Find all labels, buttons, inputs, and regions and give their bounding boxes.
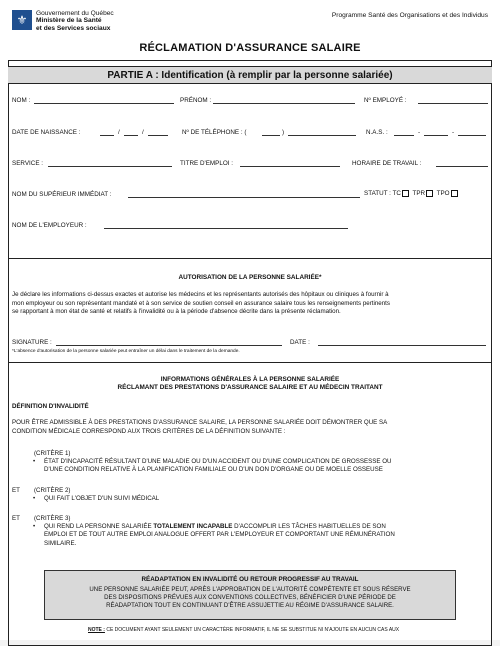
divider-2 xyxy=(8,362,492,363)
tpr-label: TPR xyxy=(412,190,426,198)
definition-title: DÉFINITION D'INVALIDITÉ xyxy=(12,403,89,410)
quebec-flag-logo xyxy=(12,10,32,30)
employeur-label: NOM DE L'EMPLOYEUR : xyxy=(12,222,87,229)
date-label: DATE : xyxy=(290,339,310,346)
gov-line-1: Gouvernement du Québec xyxy=(36,10,114,17)
nas-sep-2: - xyxy=(452,129,455,136)
autorisation-line-3: se rapportant à mon état de santé et relatifs à l'invalidité ou à la période d'absence décrite dans la présente réclamation. xyxy=(12,308,341,316)
readaptation-text xyxy=(45,586,455,610)
superieur-label: NOM DU SUPÉRIEUR IMMÉDIAT : xyxy=(12,191,112,198)
note-body: CE DOCUMENT AYANT SEULEMENT UN CARACTÈRE INFORMATIF, IL NE SE SUBSTITUE NI N'AJOUTE EN AUCUN CAS AUX xyxy=(106,627,400,633)
telephone-field[interactable] xyxy=(288,135,356,136)
critere-3-part-c: D'ACCOMPLIR LES TÂCHES HABITUELLES DE SON xyxy=(234,523,386,530)
statut-label: STATUT : xyxy=(364,190,391,198)
infos-title-1: INFORMATIONS GÉNÉRALES À LA PERSONNE SALARIÉE xyxy=(160,376,340,383)
employeur-field[interactable] xyxy=(104,228,348,229)
autorisation-footnote: *L'absence d'autorisation de la personne salariée peut entraîner un délai dans le traitement de la demande. xyxy=(12,349,240,354)
titre-label: TITRE D'EMPLOI : xyxy=(180,160,233,167)
employe-label: Nº EMPLOYÉ : xyxy=(364,97,407,104)
bullet-3-icon: • xyxy=(33,523,36,530)
signature-field[interactable] xyxy=(56,345,282,346)
horaire-label: HORAIRE DE TRAVAIL : xyxy=(352,160,422,167)
fleur-de-lis-icon: ⚜ xyxy=(16,13,28,27)
naissance-day-field[interactable] xyxy=(100,135,114,136)
document-title: RÉCLAMATION D'ASSURANCE SALAIRE xyxy=(139,42,361,54)
signature-label: SIGNATURE : xyxy=(12,339,52,346)
nas-field-3[interactable] xyxy=(458,135,486,136)
gov-line-3: et des Services sociaux xyxy=(36,24,111,32)
autorisation-text xyxy=(12,291,488,317)
intro-line-2: CONDITION MÉDICALE CORRESPOND AUX TROIS CRITÈRES DE LA DÉFINITION SUIVANTE : xyxy=(12,427,286,435)
critere-1-label: (CRITÈRE 1) xyxy=(34,450,71,457)
statut-group xyxy=(364,190,458,197)
critere-3-line-3: SIMILAIRE. xyxy=(44,539,77,547)
definition-intro xyxy=(12,419,488,436)
readaptation-line-2: DES DISPOSITIONS PRÉVUES AUX CONVENTIONS COLLECTIVES, BÉNÉFICIER D'UNE PÉRIODE DE xyxy=(104,594,396,601)
prenom-label: PRÉNOM : xyxy=(180,97,212,104)
autorisation-title: AUTORISATION DE LA PERSONNE SALARIÉE* xyxy=(178,274,322,281)
date-field[interactable] xyxy=(318,345,486,346)
bullet-2-icon: • xyxy=(33,495,36,502)
et-2: ET xyxy=(12,515,20,522)
autorisation-line-1: Je déclare les informations ci-dessus exactes et autorise les médecins et les représentants autorisés des hôpitaux ou cliniques à fournir à xyxy=(12,291,389,298)
telephone-label: Nº DE TÉLÉPHONE : ( xyxy=(182,129,247,136)
titre-field[interactable] xyxy=(240,166,340,167)
nom-label: NOM : xyxy=(12,97,31,104)
critere-3-part-a: QUI REND LA PERSONNE SALARIÉE xyxy=(44,523,152,530)
critere-2-line-1: QUI FAIT L'OBJET D'UN SUIVI MÉDICAL xyxy=(44,495,160,502)
readaptation-line-3: RÉADAPTATION TOUT EN CONTINUANT D'ÊTRE ASSUJETTIE AU RÉGIME D'ASSURANCE SALAIRE. xyxy=(106,602,394,609)
prenom-field[interactable] xyxy=(213,103,355,104)
naissance-label: DATE DE NAISSANCE : xyxy=(12,129,81,136)
program-name: Programme Santé des Organisations et des Individus xyxy=(331,12,488,19)
critere-1-text xyxy=(44,458,490,475)
naissance-month-field[interactable] xyxy=(124,135,138,136)
note-text xyxy=(88,627,468,634)
critere-3-label: (CRITÈRE 3) xyxy=(34,515,71,522)
tpr-checkbox[interactable] xyxy=(426,190,433,197)
readaptation-box xyxy=(44,570,456,620)
naissance-sep-2: / xyxy=(142,129,144,136)
critere-3-emphasis: TOTALEMENT INCAPABLE xyxy=(153,523,233,530)
critere-3-text xyxy=(44,523,490,548)
telephone-close: ) xyxy=(282,129,285,136)
critere-1-line-1: ÉTAT D'INCAPACITÉ RÉSULTANT D'UNE MALADIE OU D'UN ACCIDENT OU D'UNE COMPLICATION DE GROSSESSE OU xyxy=(44,458,392,465)
nas-field-1[interactable] xyxy=(394,135,414,136)
bullet-1-icon: • xyxy=(33,458,36,465)
service-field[interactable] xyxy=(48,166,172,167)
critere-1-line-2: D'UNE CONDITION RELATIVE À LA PLANIFICATION FAMILIALE OU D'UN DON D'ORGANE OU DE MOELLE OSSEUSE xyxy=(44,466,383,474)
gov-line-2: Ministère de la Santé xyxy=(36,17,102,25)
divider-1 xyxy=(8,258,492,259)
horaire-field[interactable] xyxy=(436,166,488,167)
readaptation-title: RÉADAPTATION EN INVALIDITÉ OU RETOUR PROGRESSIF AU TRAVAIL xyxy=(141,576,359,583)
nas-field-2[interactable] xyxy=(424,135,448,136)
nas-label: N.A.S. : xyxy=(366,129,388,136)
superieur-field[interactable] xyxy=(128,197,360,198)
telephone-area-field[interactable] xyxy=(262,135,280,136)
tpo-label: TPO xyxy=(436,190,450,198)
tpo-checkbox[interactable] xyxy=(451,190,458,197)
intro-line-1: POUR ÊTRE ADMISSIBLE À DES PRESTATIONS D'ASSURANCE SALAIRE, LA PERSONNE SALARIÉE DOIT DÉMONTRER QUE SA xyxy=(12,419,388,426)
infos-title-2: RÉCLAMANT DES PRESTATIONS D'ASSURANCE SALAIRE ET AU MÉDECIN TRAITANT xyxy=(117,384,383,391)
ministry-header xyxy=(36,10,114,32)
note-label: NOTE : xyxy=(88,627,105,633)
autorisation-line-2: mon employeur ou son représentant mandaté et à son service de soutien conseil en assurance salaire tous les renseignements pertinents xyxy=(12,299,390,307)
naissance-year-field[interactable] xyxy=(148,135,168,136)
tc-checkbox[interactable] xyxy=(402,190,409,197)
service-label: SERVICE : xyxy=(12,160,44,167)
critere-2-label: (CRITÈRE 2) xyxy=(34,487,71,494)
critere-3-line-2: EMPLOI ET DE TOUT AUTRE EMPLOI ANALOGUE OFFERT PAR L'EMPLOYEUR ET COMPORTANT UNE RÉMUNÉRATION xyxy=(44,531,395,539)
part-a-header: PARTIE A : Identification (à remplir par la personne salariée) xyxy=(8,66,492,84)
readaptation-line-1: UNE PERSONNE SALARIÉE PEUT, APRÈS L'APPROBATION DE L'AUTORITÉ COMPÉTENTE ET SOUS RÉSERVE xyxy=(89,586,411,593)
employe-field[interactable] xyxy=(418,103,488,104)
naissance-sep-1: / xyxy=(118,129,120,136)
tc-label: TC xyxy=(392,190,401,198)
nas-sep-1: - xyxy=(418,129,421,136)
nom-field[interactable] xyxy=(34,103,174,104)
et-1: ET xyxy=(12,487,20,494)
